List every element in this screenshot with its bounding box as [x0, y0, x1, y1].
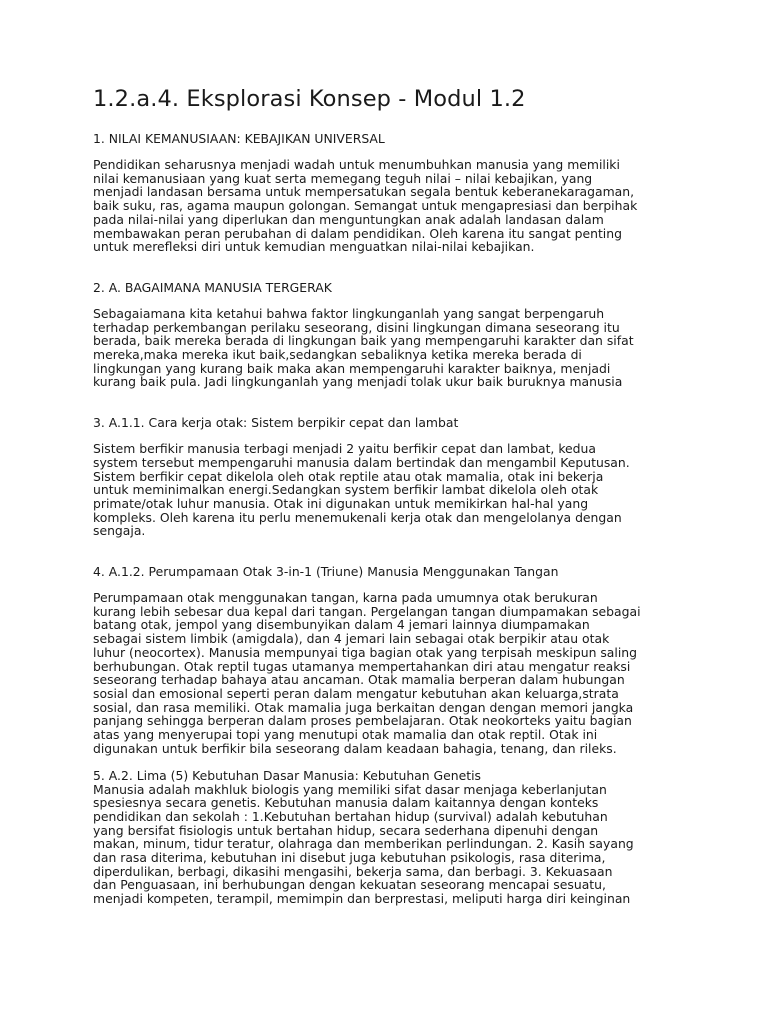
paragraph-line: system tersebut mempengaruhi manusia dalam bertindak dan mengambil Keputusan.	[93, 454, 630, 470]
paragraph-line: sebagai sistem limbik (amigdala), dan 4 jemari lain sebagai otak berpikir atau otak	[93, 631, 610, 647]
paragraph-line: Manusia adalah makhluk biologis yang memiliki sifat dasar menjaga keberlanjutan	[93, 781, 607, 797]
paragraph-line: membawakan peran perubahan di dalam pendidikan. Oleh karena itu sangat penting	[93, 225, 622, 241]
section-nilai-kemanusiaan	[93, 132, 683, 254]
paragraph-line: makan, minum, tidur teratur, olahraga dan memberikan perlindungan. 2. Kasih sayang	[93, 836, 634, 852]
paragraph-line: baik suku, ras, agama maupun golongan. Semangat untuk mengapresiasi dan berpihak	[93, 198, 638, 214]
paragraph-line: Sistem berfikir cepat dikelola oleh otak reptile atau otak mamalia, otak ini bekerja	[93, 468, 604, 484]
paragraph-line: digunakan untuk berfikir bila seseorang dalam keadaan bahagia, tenang, dan rileks.	[93, 740, 617, 756]
paragraph-line: dan rasa diterima, kebutuhan ini disebut juga kebutuhan psikologis, rasa diterima,	[93, 850, 606, 866]
document-title: 1.2.a.4. Eksplorasi Konsep - Modul 1.2	[93, 86, 526, 112]
paragraph-line: panjang sehingga berperan dalam proses pembelajaran. Otak neokorteks yaitu bagian	[93, 713, 632, 729]
paragraph-line: nilai kemanusiaan yang kuat serta memegang teguh nilai – nilai kebajikan, yang	[93, 170, 593, 186]
paragraph-line: untuk meminimalkan energi.Sedangkan system berfikir lambat dikelola oleh otak	[93, 482, 599, 498]
paragraph-line: diperdulikan, berbagi, dikasihi mengasihi, bekerja sama, dan berbagi. 3. Kekuasaan	[93, 863, 613, 879]
paragraph-line: dan Penguasaan, ini berhubungan dengan kekuatan seseorang mencapai sesuatu,	[93, 877, 606, 893]
paragraph-line: atas yang menyerupai topi yang menutupi otak mamalia dan otak reptil. Otak ini	[93, 727, 598, 743]
paragraph-line: Perumpamaan otak menggunakan tangan, karna pada umumnya otak berukuran	[93, 590, 598, 606]
paragraph-line: sosial, dan rasa memiliki. Otak mamalia juga berkaitan dengan dengan memori jangka	[93, 699, 634, 715]
paragraph-line: berada, baik mereka berada di lingkungan baik yang mempengaruhi karakter dan sifat	[93, 333, 634, 349]
paragraph-line: spesiesnya secara genetis. Kebutuhan manusia dalam kaitannya dengan konteks	[93, 795, 599, 811]
paragraph-line: kurang lebih sebesar dua kepal dari tangan. Pergelangan tangan diumpamakan sebagai	[93, 603, 641, 619]
paragraph-line: seseorang terhadap bahaya atau ancaman. Otak mamalia berperan dalam hubungan	[93, 672, 625, 688]
paragraph-line: untuk merefleksi diri untuk kemudian menguatkan nilai-nilai kebajikan.	[93, 239, 535, 255]
paragraph-line: batang otak, jempol yang disembunyikan dalam 4 jemari lainnya diumpamakan	[93, 617, 590, 633]
section-kebutuhan-dasar	[93, 769, 683, 906]
section-paragraph	[93, 591, 683, 755]
section-perumpamaan-otak	[93, 565, 683, 755]
document-page	[93, 86, 683, 906]
paragraph-line: mereka,maka mereka ikut baik,sedangkan sebaliknya ketika mereka berada di	[93, 347, 582, 363]
paragraph-line: kompleks. Oleh karena itu perlu menemukenali kerja otak dan mengelolanya dengan	[93, 509, 622, 525]
section-heading: 4. A.1.2. Perumpamaan Otak 3-in-1 (Triune) Manusia Menggunakan Tangan	[93, 564, 559, 580]
section-heading: 5. A.2. Lima (5) Kebutuhan Dasar Manusia: Kebutuhan Genetis	[93, 767, 482, 783]
paragraph-line: menjadi kompeten, terampil, memimpin dan berprestasi, meliputi harga diri keinginan	[93, 891, 631, 907]
paragraph-line: lingkungan yang kurang baik maka akan mempengaruhi karakter baiknya, menjadi	[93, 360, 611, 376]
paragraph-line: sengaja.	[93, 523, 146, 539]
section-heading: 3. A.1.1. Cara kerja otak: Sistem berpikir cepat dan lambat	[93, 415, 459, 431]
paragraph-line: terhadap perkembangan perilaku seseorang, disini lingkungan dimana seseorang itu	[93, 319, 620, 335]
paragraph-line: Sistem berfikir manusia terbagi menjadi 2 yaitu berfikir cepat dan lambat, kedua	[93, 441, 596, 457]
section-bagaimana-manusia-tergerak	[93, 281, 683, 389]
paragraph-line: yang bersifat fisiologis untuk bertahan hidup, secara sederhana dipenuhi dengan	[93, 822, 599, 838]
paragraph-line: kurang baik pula. Jadi lingkunganlah yang menjadi tolak ukur baik buruknya manusia	[93, 374, 623, 390]
section-heading: 2. A. BAGAIMANA MANUSIA TERGERAK	[93, 279, 332, 295]
paragraph-line: berhubungan. Otak reptil tugas utamanya mempertahankan diri atau mengatur reaksi	[93, 658, 631, 674]
paragraph-line: luhur (neocortex). Manusia mempunyai tiga bagian otak yang terpisah meskipun saling	[93, 644, 638, 660]
section-paragraph	[93, 442, 683, 538]
section-paragraph	[93, 158, 683, 254]
paragraph-line: sosial dan emosional seperti peran dalam mengatur kebutuhan akan keluarga,strata	[93, 685, 619, 701]
paragraph-line: Pendidikan seharusnya menjadi wadah untuk menumbuhkan manusia yang memiliki	[93, 157, 620, 172]
section-cara-kerja-otak	[93, 416, 683, 538]
paragraph-line: Sebagaiamana kita ketahui bahwa faktor lingkunganlah yang sangat berpengaruh	[93, 305, 605, 321]
paragraph-line: primate/otak luhur manusia. Otak ini digunakan untuk memikirkan hal-hal yang	[93, 495, 589, 511]
paragraph-line: pendidikan dan sekolah : 1.Kebutuhan bertahan hidup (survival) adalah kebutuhan	[93, 808, 608, 824]
paragraph-line: menjadi landasan bersama untuk mempersatukan segala bentuk keberanekaragaman,	[93, 184, 635, 200]
section-paragraph	[93, 783, 683, 906]
paragraph-line: pada nilai-nilai yang diperlukan dan menguntungkan anak adalah landasan dalam	[93, 211, 604, 227]
section-paragraph	[93, 307, 683, 389]
section-heading: 1. NILAI KEMANUSIAAN: KEBAJIKAN UNIVERSAL	[93, 131, 385, 146]
